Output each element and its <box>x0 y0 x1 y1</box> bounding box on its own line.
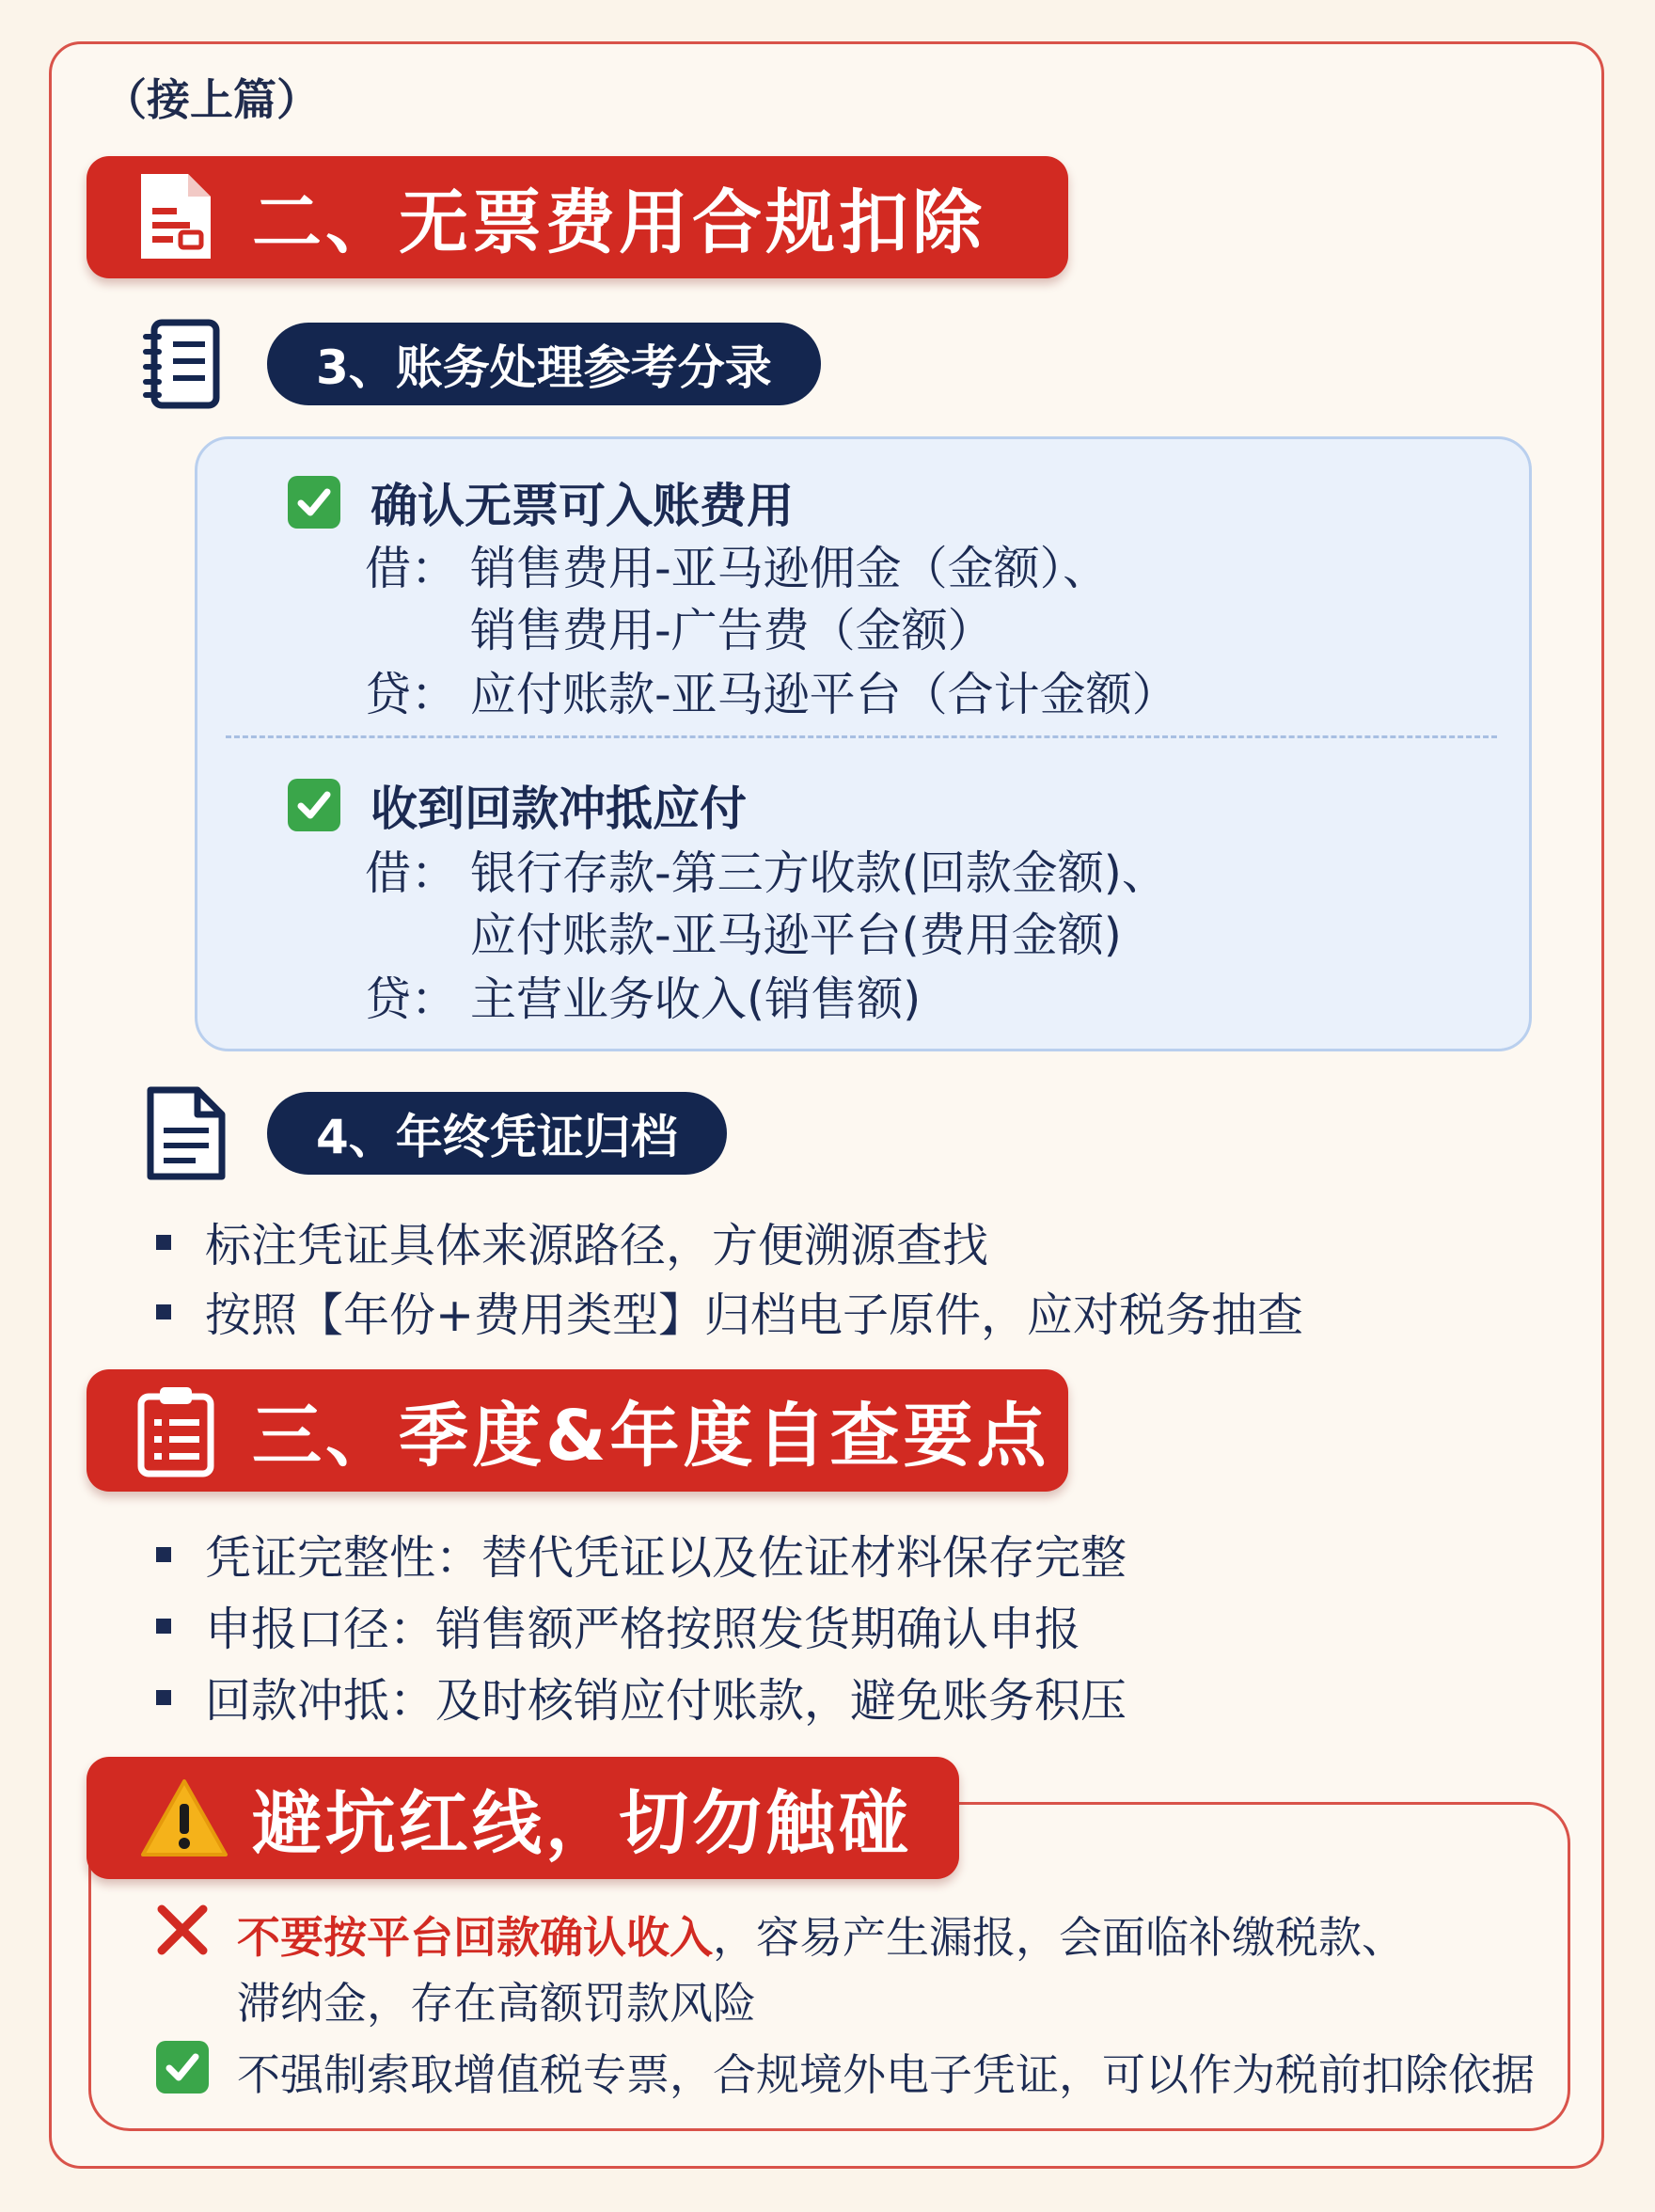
bullet-marker <box>156 1304 171 1319</box>
section3-title: 三、季度&年度自查要点 <box>252 1396 1050 1477</box>
bullet-text: 回款冲抵：及时核销应付账款，避免账务积压 <box>205 1674 1127 1728</box>
section2-banner <box>87 156 1068 278</box>
sub3-header <box>139 317 821 411</box>
section3-bullet <box>156 1522 1127 1588</box>
warning-item1-emphasis: 不要按平台回款确认收入 <box>237 1912 713 1963</box>
entry1-debit-line: 销售费用-亚马逊佣金（金额）、 <box>470 542 1110 595</box>
warning-item2: 不强制索取增值税专票，合规境外电子凭证，可以作为税前扣除依据 <box>237 2049 1535 2100</box>
document-icon <box>134 170 218 264</box>
continued-label: （接上篇） <box>103 74 320 125</box>
warning-title: 避坑红线，切勿触碰 <box>252 1783 912 1864</box>
warning-item1-rest: ，容易产生漏报，会面临补缴税款、 <box>713 1912 1405 1963</box>
entry2-debit-line: 应付账款-亚马逊平台(费用金额) <box>470 908 1122 962</box>
entry1-debit-line: 销售费用-广告费（金额） <box>470 604 994 657</box>
clipboard-icon <box>134 1383 218 1477</box>
check-icon <box>288 779 340 831</box>
entry1-credit-line: 应付账款-亚马逊平台（合计金额） <box>470 668 1178 721</box>
entry1-heading-row <box>288 468 794 536</box>
bullet-marker <box>156 1235 171 1250</box>
entry2-credit-key: 贷： <box>365 972 458 1026</box>
notebook-icon <box>139 317 226 411</box>
warning-item1-line2: 滞纳金，存在高额罚款风险 <box>237 1978 756 2029</box>
sub4-header <box>143 1086 727 1180</box>
section3-bullet <box>156 1593 1080 1659</box>
sub4-title: 4、年终凭证归档 <box>267 1092 727 1175</box>
entry2-credit-line: 主营业务收入(销售额) <box>470 972 922 1026</box>
check-icon <box>156 2041 209 2094</box>
bullet-text: 凭证完整性：替代凭证以及佐证材料保存完整 <box>205 1531 1127 1585</box>
entry2-heading-row <box>288 771 747 839</box>
sub4-bullet <box>156 1209 988 1275</box>
warning-banner <box>87 1757 959 1879</box>
file-icon <box>143 1086 229 1180</box>
entry-divider <box>226 735 1497 738</box>
entry1-heading: 确认无票可入账费用 <box>370 479 794 533</box>
entry2-heading: 收到回款冲抵应付 <box>370 782 747 836</box>
section3-banner <box>87 1369 1068 1492</box>
bullet-marker <box>156 1619 171 1634</box>
check-icon <box>288 476 340 529</box>
section3-bullet <box>156 1665 1127 1730</box>
bullet-text: 标注凭证具体来源路径，方便溯源查找 <box>205 1219 989 1272</box>
entry2-debit-key: 借： <box>365 846 458 900</box>
warning-icon <box>139 1776 229 1860</box>
entry2-debit-line: 银行存款-第三方收款(回款金额)、 <box>470 846 1168 900</box>
sub4-bullet <box>156 1279 1303 1345</box>
cross-icon <box>154 1902 211 1958</box>
entry1-credit-key: 贷： <box>365 668 458 721</box>
bullet-text: 按照【年份+费用类型】归档电子原件，应对税务抽查 <box>205 1288 1304 1342</box>
entry1-debit-key: 借： <box>365 542 458 595</box>
warning-item1 <box>237 1904 1405 1966</box>
bullet-marker <box>156 1547 171 1562</box>
bullet-marker <box>156 1690 171 1705</box>
bullet-text: 申报口径：销售额严格按照发货期确认申报 <box>205 1603 1081 1656</box>
section2-title: 二、无票费用合规扣除 <box>252 182 985 263</box>
sub3-title: 3、账务处理参考分录 <box>267 323 821 405</box>
